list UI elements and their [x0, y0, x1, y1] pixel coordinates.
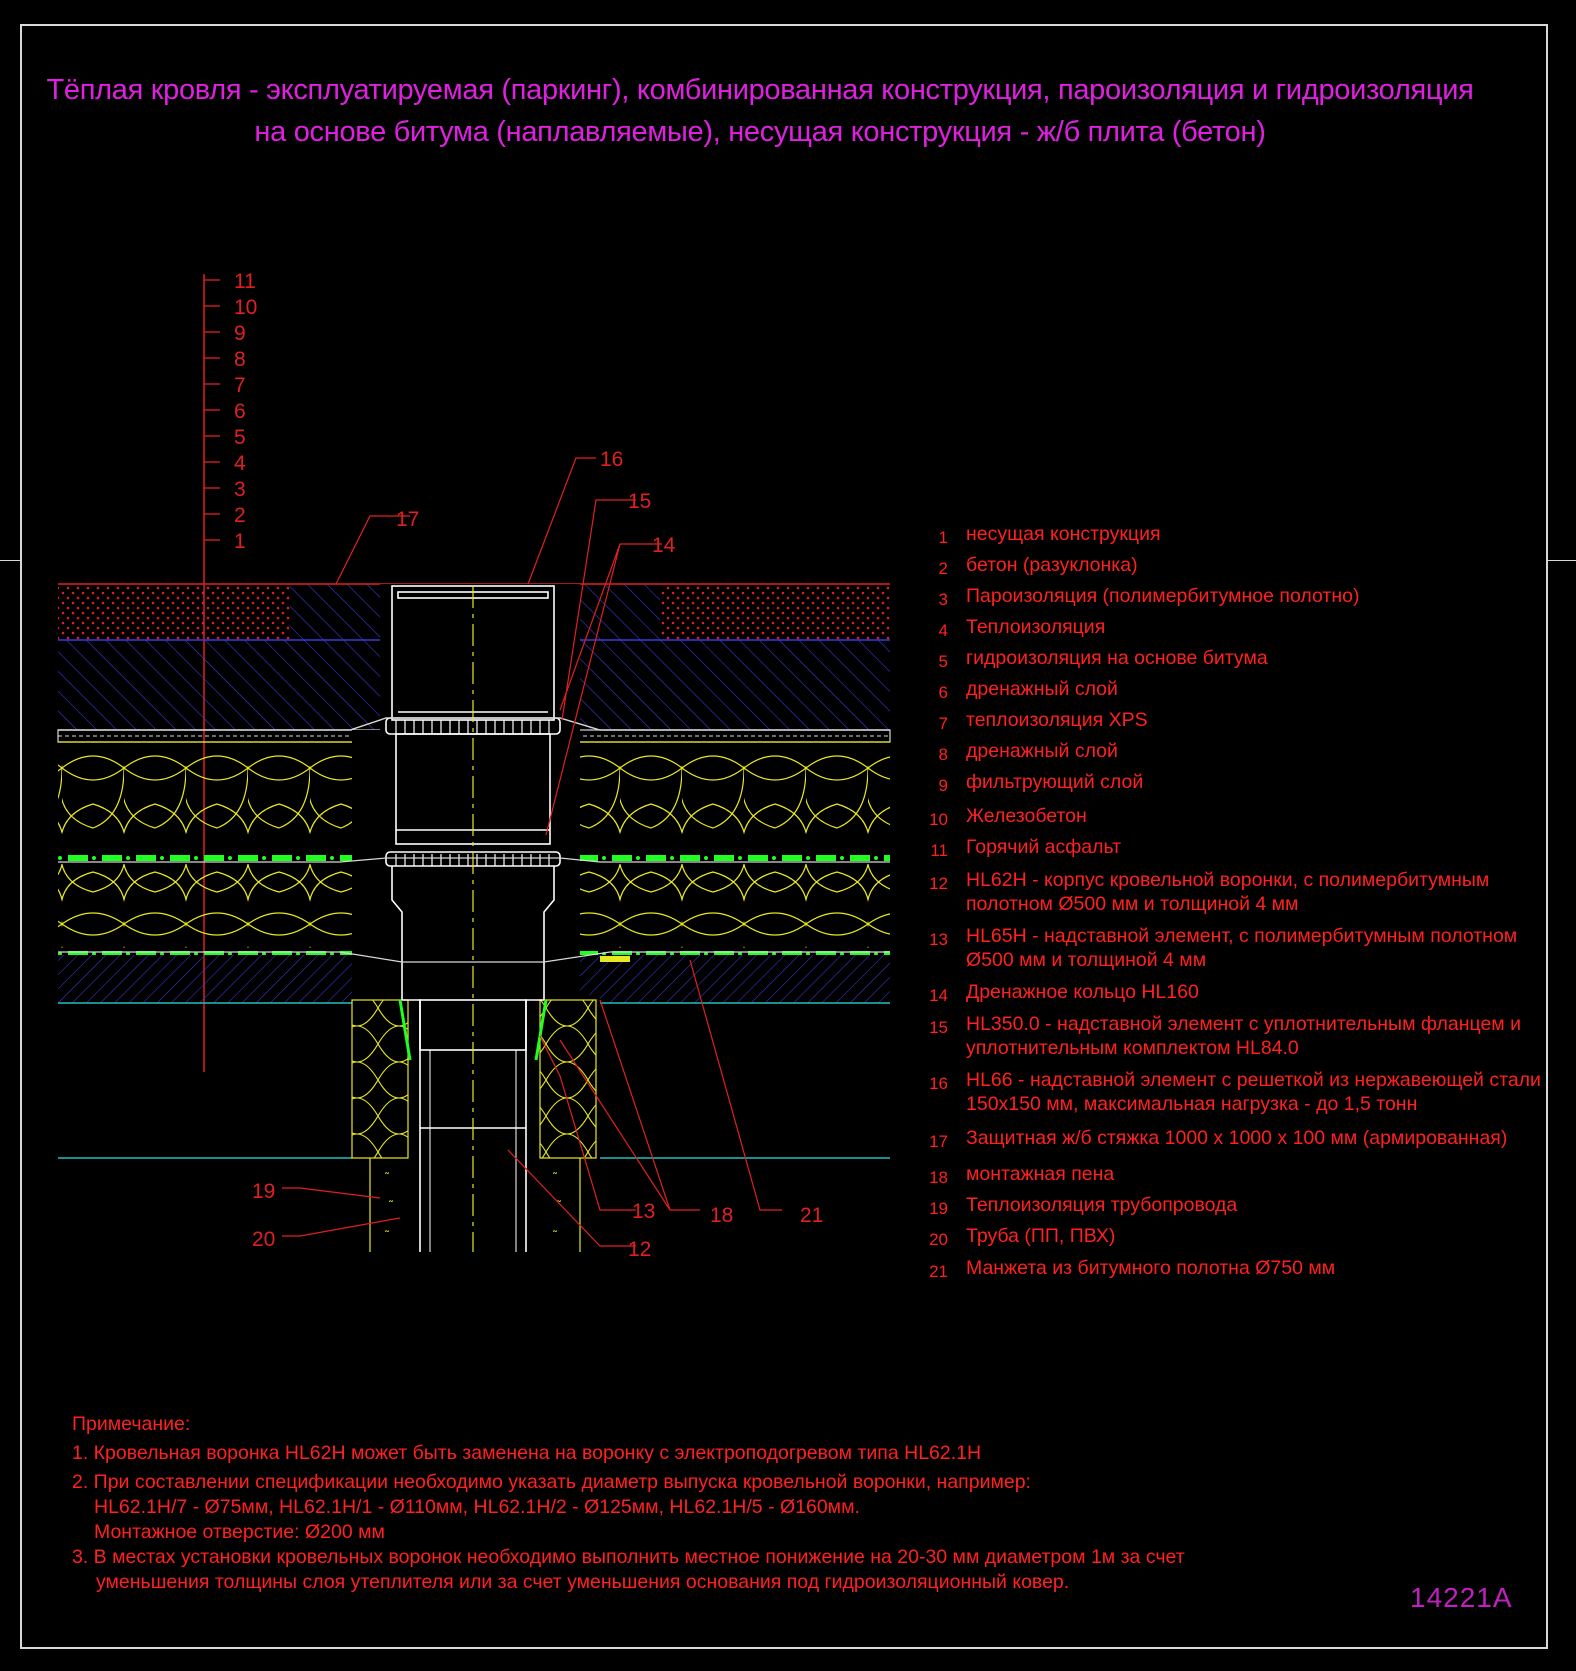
legend-text: дренажный слой [966, 678, 1118, 700]
legend-number: 15 [929, 1018, 948, 1037]
callout-12: 12 [628, 1238, 652, 1261]
notes [72, 1412, 1185, 1595]
legend-item-21 [918, 1256, 1558, 1284]
note-1: 1. Кровельная воронка HL62H может быть заменена на воронку с электроподогревом типа HL62.1H [72, 1442, 982, 1464]
callout-17: 17 [396, 508, 420, 531]
legend-item-20 [918, 1224, 1558, 1252]
legend-text: монтажная пена [966, 1163, 1115, 1185]
note-3-cont: уменьшения толщины слоя утеплителя или за счет уменьшения основания под гидроизоляционный ковер. [96, 1571, 1070, 1593]
note-2-hole: Монтажное отверстие: Ø200 мм [94, 1521, 385, 1543]
legend-text: Теплоизоляция [966, 616, 1106, 638]
svg-text:˜: ˜ [552, 1171, 558, 1185]
legend-item-17 [918, 1126, 1558, 1154]
legend-number: 4 [938, 621, 948, 640]
legend-item-7 [918, 708, 1558, 736]
legend-number: 11 [930, 841, 948, 860]
legend-number: 1 [938, 528, 948, 547]
legend-text: дренажный слой [966, 740, 1118, 762]
legend-item-3 [918, 584, 1558, 612]
layer-scale-label: 10 [234, 296, 258, 319]
callout-18: 18 [710, 1204, 734, 1227]
legend-item-2 [918, 553, 1558, 581]
legend-number: 8 [938, 745, 948, 764]
legend-item-6 [918, 677, 1558, 705]
legend-item-4 [918, 615, 1558, 643]
layer-scale-label: 7 [234, 374, 246, 397]
legend-number: 5 [938, 652, 948, 671]
legend-number: 17 [929, 1132, 948, 1151]
legend-text: несущая конструкция [966, 523, 1161, 545]
legend-text: Железобетон [966, 805, 1087, 827]
legend-item-10 [918, 804, 1558, 832]
layer-scale-label: 9 [234, 322, 246, 345]
legend-number: 14 [929, 986, 948, 1005]
layer-scale-label: 2 [234, 504, 246, 527]
svg-text:˜: ˜ [384, 1229, 390, 1243]
callout-21: 21 [800, 1204, 824, 1227]
legend-number: 18 [929, 1168, 948, 1187]
legend-item-1 [918, 522, 1558, 550]
layer-scale-label: 6 [234, 400, 246, 423]
callout-16: 16 [600, 448, 624, 471]
callout-15: 15 [628, 490, 652, 513]
legend-item-15 [918, 1012, 1558, 1060]
note-2: 2. При составлении спецификации необходимо указать диаметр выпуска кровельной воронки, например: [72, 1471, 1031, 1493]
legend-number: 3 [938, 590, 948, 609]
legend-number: 7 [938, 714, 948, 733]
note-3: 3. В местах установки кровельных воронок необходимо выполнить местное понижение на 20-30 мм диаметром 1м за счет [72, 1546, 1185, 1568]
legend-text: Дренажное кольцо HL160 [966, 981, 1199, 1003]
legend-item-16 [918, 1068, 1558, 1116]
layer-scale-label: 4 [234, 452, 246, 475]
svg-text:˜: ˜ [384, 1171, 390, 1185]
legend-item-14 [918, 980, 1558, 1008]
layer-scale-label: 11 [234, 270, 256, 293]
legend-item-18 [918, 1162, 1558, 1190]
pipe-insulation-right [540, 1000, 596, 1158]
layer-scale-label: 5 [234, 426, 246, 449]
drawing-title-line-1: Тёплая кровля - эксплуатируемая (паркинг), комбинированная конструкция, пароизоляция и гидроизоляция [46, 74, 1474, 106]
layer-scale-ticks [204, 280, 220, 540]
legend-text: Труба (ПП, ПВХ) [966, 1225, 1116, 1247]
note-2-examples: HL62.1H/7 - Ø75мм, HL62.1H/1 - Ø110мм, HL62.1H/2 - Ø125мм, HL62.1H/5 - Ø160мм. [94, 1496, 860, 1518]
notes-heading: Примечание: [72, 1413, 191, 1435]
legend-text: Теплоизоляция трубопровода [966, 1194, 1238, 1216]
legend-text: HL62H - корпус кровельной воронки, с полимербитумным полотном Ø500 мм и толщиной 4 мм [966, 869, 1490, 915]
callout-14: 14 [652, 534, 676, 557]
legend-text: HL65H - надставной элемент, с полимербитумным полотном Ø500 мм и толщиной 4 мм [966, 925, 1518, 971]
legend-number: 10 [929, 810, 948, 829]
drawing-title-line-2: на основе битума (наплавляемые), несущая конструкция - ж/б плита (бетон) [254, 116, 1266, 148]
legend-text: гидроизоляция на основе битума [966, 647, 1268, 669]
legend-item-11 [918, 835, 1558, 863]
layer-scale-label: 1 [234, 530, 246, 553]
legend-item-8 [918, 739, 1558, 767]
legend-text: фильтрующий слой [966, 771, 1144, 793]
pipe-insulation-left [352, 1000, 408, 1158]
svg-text:˜: ˜ [552, 1229, 558, 1243]
legend-number: 16 [929, 1074, 948, 1093]
legend-item-9 [918, 770, 1558, 798]
callout-20: 20 [252, 1228, 276, 1251]
legend-text: HL350.0 - надставной элемент с уплотнительным фланцем и уплотнительным комплектом HL84.0 [966, 1013, 1522, 1059]
legend-number: 19 [929, 1199, 948, 1218]
legend-number: 6 [938, 683, 948, 702]
legend-item-13 [918, 924, 1558, 972]
drawing-code: 14221A [1410, 1582, 1513, 1613]
layer-scale-label: 3 [234, 478, 246, 501]
legend-number: 20 [929, 1230, 948, 1249]
callout-13: 13 [632, 1200, 656, 1223]
legend-item-19 [918, 1193, 1558, 1221]
legend-text: теплоизоляция XPS [966, 709, 1148, 731]
legend-text: Манжета из битумного полотна Ø750 мм [966, 1257, 1336, 1279]
legend-item-12 [918, 868, 1558, 916]
svg-text:˜: ˜ [388, 1199, 394, 1213]
legend-number: 2 [938, 559, 948, 578]
legend-number: 12 [929, 874, 948, 893]
svg-text:˜: ˜ [556, 1199, 562, 1213]
legend-number: 13 [929, 930, 948, 949]
bitumen-collar [600, 956, 630, 962]
legend-text: HL66 - надставной элемент с решеткой из нержавеющей стали 150х150 мм, максимальная нагрузка - до 1,5 тонн [966, 1069, 1541, 1115]
layer-scale-label: 8 [234, 348, 246, 371]
legend-text: Пароизоляция (полимербитумное полотно) [966, 585, 1360, 607]
legend-text: бетон (разуклонка) [966, 554, 1138, 576]
legend-text: Защитная ж/б стяжка 1000 х 1000 х 100 мм (армированная) [966, 1127, 1508, 1149]
legend-item-5 [918, 646, 1558, 674]
callout-19: 19 [252, 1180, 276, 1203]
legend-text: Горячий асфальт [966, 836, 1122, 858]
legend-number: 21 [929, 1262, 948, 1281]
legend-number: 9 [938, 776, 948, 795]
